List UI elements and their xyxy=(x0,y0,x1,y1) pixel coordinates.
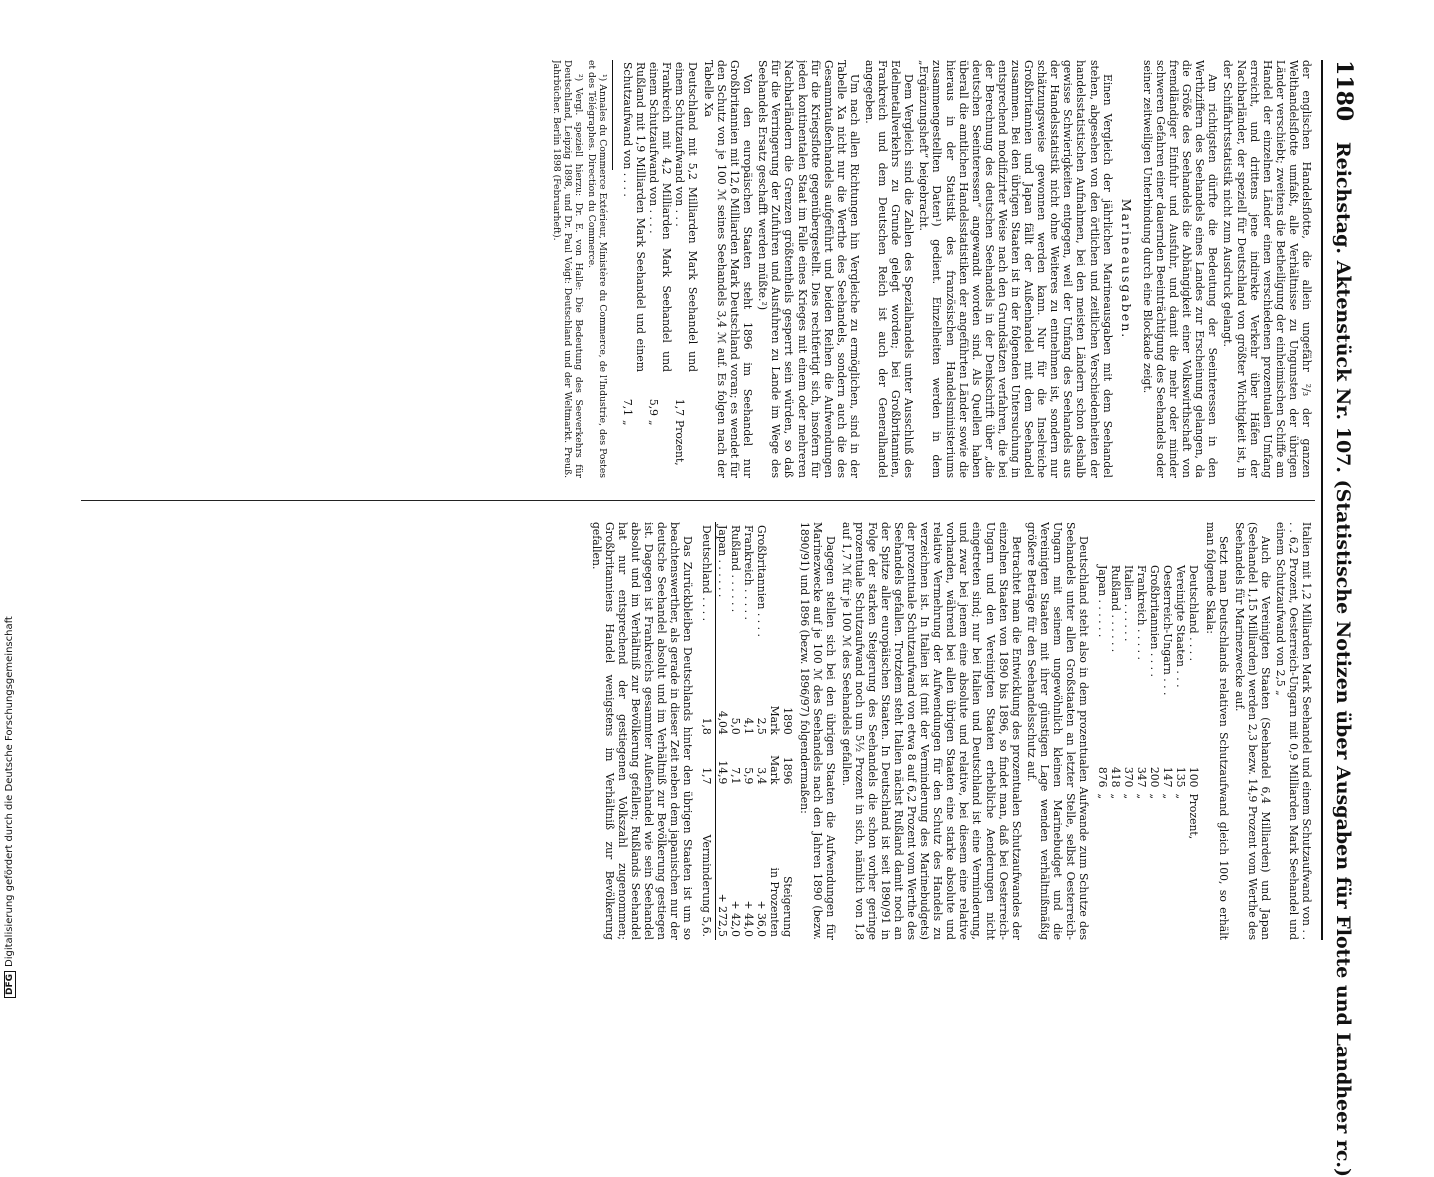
footnote-rule xyxy=(612,60,613,170)
scale-row xyxy=(1148,562,1161,863)
table-header: 1890 xyxy=(781,707,795,735)
scale-unit: „ xyxy=(1161,793,1175,800)
scale-unit: Prozent, xyxy=(1187,793,1201,840)
comparison-table xyxy=(700,522,794,940)
page-number: 1180 xyxy=(1331,60,1357,122)
scale-row xyxy=(1135,562,1148,863)
footnote: ¹) Annales du Commerce Extérieur, Ministère du Commerce, de l'Industrie, des Postes et des Télégraphes. Direction du Commerce. xyxy=(585,60,608,478)
scale-country: Frankreich . . . . . xyxy=(1135,565,1149,660)
share-value: 1,7 xyxy=(672,398,686,416)
table-cell: Verminderung 5,6. xyxy=(700,787,716,940)
scale-row xyxy=(1109,562,1122,863)
paragraph: Setzt man Deutschlands relativen Schutzaufwand gleich 100, so erhält man folgende Skala: xyxy=(1204,522,1231,940)
scale-row xyxy=(1174,562,1187,863)
scale-row xyxy=(1122,562,1135,863)
scale-value: 876 xyxy=(1096,766,1110,788)
scale-country: Rußland . . . . . . xyxy=(1109,565,1123,653)
page-header xyxy=(1327,60,1361,1177)
paragraph: Betrachtet man die Entwicklung des prozentualen Schutzaufwandes der einzelnen Staaten von 1890 bis 1896, so findet man, daß bei Oesterreich-Ungarn und den Vereinigten Staaten erhebliche Aenderungen nicht eingetreten sind; nur bei Italien und Deutschland ist eine Verminderung, und zwar bei jenem eine absolute und relative, bei diesem eine relative vorhanden, während bei allen übrigen Staaten eine starke absolute und relative Vermehrung der Aufwendungen für den Schutz des Handels zu verzeichnen ist. In Italien ist (mit der Verminderung des Marinebudgets) der prozentuale Schutzaufwand von etwa 8 auf 6,2 Prozent vom Werthe des Seehandels gefallen. Trotzdem steht Italien nächst Rußland damit noch an der Spitze aller europäischen Staaten. In Deutschland ist seit 1890/91 in Folge der starken Steigerung des Seehandels die schon vorher geringe prozentuale Schutzaufwand noch um 5½ Prozent in sich, nämlich von 1,8 auf 1,7 ℳ für je 100 ℳ des Seehandels gefallen. xyxy=(839,522,1023,940)
table-subheader xyxy=(768,522,781,688)
table-cell: 2,5 xyxy=(755,717,769,735)
table-row xyxy=(755,522,768,940)
table-cell-country: Rußland . . . . . . xyxy=(729,525,743,613)
paragraph: Auch die Vereinigten Staaten (Seehandel 6,4 Milliarden) und Japan (Seehandel 1,15 Milliarden) werden 2,3 bezw. 14,9 Prozent vom Werthe des Seehandels für Marinezwecke auf. xyxy=(1232,522,1272,940)
share-row xyxy=(647,60,673,478)
paragraph: Am richtigsten dürfte die Bedeutung der Seeinteressen in den Werthziffern des Seehandels eines Landes zur Erscheinung gelangen, da die Größe des Seehandels die Abhängigkeit einer Volkswirthschaft von fremdländiger Einfuhr und Ausfuhr, und damit die mehr oder minder schweren Gefahren einer dauernden Beeinträchtigung des Seehandels oder seiner zeitweiligen Unterbindung durch eine Blockade zeigt. xyxy=(1140,60,1220,478)
scale-value: 200 xyxy=(1148,766,1162,788)
scale-country: Oesterreich-Ungarn . . . xyxy=(1161,565,1175,696)
table-cell: + 42,0 xyxy=(729,900,743,937)
table-cell-country: Frankreich . . . . . xyxy=(742,525,756,620)
scale-row xyxy=(1187,562,1200,863)
paragraph: Deutschland steht also in dem prozentualen Aufwande zum Schutze des Seehandels unter allen Großstaaten an letzter Stelle, selbst Oesterreich-Ungarn mit seinem ungewöhnlich kleinen Marinebudget und die Vereinigten Staaten mit ihrer günstigen Lage wenden verhältnißmäßig größere Beträge für den Seehandelsschutz auf. xyxy=(1024,522,1091,940)
paragraph: Um nach allen Richtungen hin Vergleiche zu ermöglichen, sind in der Tabelle Xa nicht nur die Werthe des Seehandels, sondern auch die des Gesammtaußenhandels aufgeführt und beiden Reihen die Aufwendungen für die Kriegsflotte gegenübergestellt. Dies rechtfertigt sich, insofern für jeden kontinentalen Staat im Falle eines Krieges mit einem oder mehreren Nachbarländern die Grenzen größtentheils gesperrt sein würden, so daß für die Verringerung der Zufuhren und Ausfuhren zu Lande im Wege des Seehandels Ersatz geschafft werden müßte.²) xyxy=(756,60,861,478)
scale-country: Großbritannien . . . . xyxy=(1148,565,1162,677)
share-value: 5,9 xyxy=(646,398,660,416)
scale-country: Deutschland . . . . xyxy=(1187,565,1201,662)
table-header: Steigerung xyxy=(781,876,795,937)
share-row xyxy=(673,60,699,478)
table-header xyxy=(781,522,794,688)
scale-value: 135 xyxy=(1174,766,1188,788)
column-divider xyxy=(81,500,1315,501)
share-unit: Prozent, xyxy=(672,420,686,466)
table-subheader-row xyxy=(768,522,781,940)
scale-table xyxy=(1096,562,1200,863)
dfg-logo: DFG xyxy=(4,971,16,998)
table-cell: + 36,0 xyxy=(755,900,769,937)
table-cell: 4,04 xyxy=(716,710,730,735)
paragraph: Dagegen stellen sich bei den übrigen Staaten die Aufwendungen für Marinezwecke auf je 100 ℳ des Seehandels nach den Jahren 1890 (bezw. 1890/91) und 1896 (bezw. 1896/97) folgendermaßen: xyxy=(798,522,838,940)
table-cell: + 44,0 xyxy=(742,900,756,937)
scale-value: 147 xyxy=(1161,766,1175,788)
table-cell: 5,0 xyxy=(729,717,743,735)
scale-value: 100 xyxy=(1187,766,1201,788)
credit-text: Digitalisierung gefördert durch die Deutsche Forschungsgemeinschaft xyxy=(4,616,15,967)
table-cell: 1,8 xyxy=(700,688,716,738)
scale-unit: „ xyxy=(1148,793,1162,800)
share-text: Frankreich mit 4,2 Milliarden Mark Seehandel und einem Schutzaufwand von . . . . xyxy=(646,62,673,372)
scale-value: 418 xyxy=(1109,766,1123,788)
table-subheader: Mark xyxy=(768,755,782,785)
table-cell-country: Deutschland . . . . xyxy=(700,522,716,688)
paragraph: Italien mit 1,2 Milliarden Mark Seehandel und einem Schutzaufwand von . . . . 6,2 Prozent, Oesterreich-Ungarn mit 0,9 Milliarden Mark Seehandel und einem Schutzaufwand von 2,5 „ xyxy=(1273,522,1313,940)
paragraph: Das Zurückbleiben Deutschlands hinter den übrigen Staaten ist um so beachtenswerther, als gerade in dieser Zeit neben dem japanischen nur der deutsche Seehandel absolut und im Verhältniß zur Bevölkerung gestiegen ist. Dagegen ist Frankreichs gesammter Außenhandel wie sein Seehandel absolut und im Verhältniß zur Bevölkerung gefallen; Rußlands Seehandel hat nur entsprechend der gestiegenen Volkszahl zugenommen; Großbritanniens Handel wenigstens im Verhältniß zur Bevölkerung gefallen. xyxy=(589,522,695,940)
share-unit: „ xyxy=(646,420,660,426)
section-title: Marineausgaben. xyxy=(1118,198,1134,340)
scale-country: Italien . . . . . . xyxy=(1122,565,1136,642)
share-row xyxy=(621,60,647,478)
table-cell: 3,4 xyxy=(755,767,769,785)
table-row-germany xyxy=(700,522,716,940)
scale-country: Japan . . . . . . xyxy=(1096,565,1110,638)
scale-unit: „ xyxy=(1135,793,1149,800)
scale-unit: „ xyxy=(1174,793,1188,800)
header-rule xyxy=(1321,60,1323,940)
scale-unit: „ xyxy=(1122,793,1136,800)
table-row xyxy=(716,522,730,940)
table-cell: + 272,5 xyxy=(716,893,730,937)
scale-value: 370 xyxy=(1122,766,1136,788)
paragraph: Von den europäischen Staaten steht 1896 im Seehandel nur Großbritannien mit 12,6 Milliarden Mark Deutschland voran; es wendet für den Schutz von je 100 ℳ seines Seehandels 3,4 ℳ auf. Es folgen nach der Tabelle Xa xyxy=(701,60,755,478)
paragraph: Dem Vergleich sind die Zahlen des Spezialhandels unter Ausschluß des Edelmetallverkehrs zu Grunde gelegt worden; bei Großbritannien, Frankreich und dem Deutschen Reich ist auch der Generalhandel angegeben. xyxy=(863,60,916,478)
share-unit: „ xyxy=(620,420,634,426)
table-cell: 14,9 xyxy=(716,760,730,785)
table-cell: 7,1 xyxy=(729,767,743,785)
running-title: Reichstag. Aktenstück Nr. 107. (Statistische Notizen über Ausgaben für Flotte und Landheer rc.) xyxy=(1332,141,1354,1177)
table-cell-country: Großbritannien . . . . xyxy=(755,525,769,637)
table-row xyxy=(742,522,755,940)
scale-country: Vereinigte Staaten . . . xyxy=(1174,565,1188,688)
share-text: Rußland mit 1,9 Milliarden Mark Seehandel und einem Schutzaufwand von . . . . xyxy=(620,62,647,372)
table-cell-country: Japan . . . . . . xyxy=(716,525,730,598)
scale-value: 347 xyxy=(1135,766,1149,788)
left-column xyxy=(77,60,1313,478)
digitization-credit xyxy=(4,616,16,998)
paragraph: der englischen Handelsflotte, die allein ungefähr ²/₃ der ganzen Welthandelsflotte umfaßt, alle Verhältnisse zu Ungunsten der übrigen Länder verschiebt; zweitens die Betheiligung der einheimischen Schiffe am Handel der einzelnen Länder einen verschiedenen prozentualen Umfang erreicht, und drittens jene indirekte Verkehr über Häfen der Nachbarländer, der speziell für Deutschland von größter Wichtigkeit ist, in der Schiffahrtsstatistik nicht zum Ausdruck gelangt. xyxy=(1221,60,1313,478)
share-text: Deutschland mit 5,2 Milliarden Mark Seehandel und einem Schutzaufwand von . . . xyxy=(672,62,699,372)
scale-unit: „ xyxy=(1096,793,1110,800)
table-header-row xyxy=(781,522,794,940)
table-cell: 5,9 xyxy=(742,767,756,785)
scale-row xyxy=(1096,562,1109,863)
scale-unit: „ xyxy=(1109,793,1123,800)
footnote: ²) Vergl. speziell hierzu: Dr. E. von Halle: Die Bedeutung des Seeverkehrs für Deutschland, Leipzig 1898, und Dr. Paul Voigt: Deutschland und der Weltmarkt. Preuß. Jahrbücher. Berlin 1898 (Februarheft). xyxy=(550,60,584,478)
paragraph: Einen Vergleich der jährlichen Marineausgaben mit dem Seehandel stehen, abgesehen von den örtlichen und zeitlichen Verschiedenheiten der handelsstatistischen Aufnahmen, bei den meisten Ländern schon deshalb gewisse Schwierigkeiten entgegen, weil der Umfang des Seehandels aus der Handelsstatistik nicht ohne Weiteres zu entnehmen ist, sondern nur schätzungsweise gewonnen werden kann. Nur für die Inselreiche Großbritannien und Japan fällt der Außenhandel mit dem Seehandel zusammen. Bei den übrigen Staaten ist in der folgenden Untersuchung in entsprechend modifizirter Weise nach den Grundsätzen verfahren, die bei der Berechnung des deutschen Seehandels in der Denkschrift über „die deutschen Seeinteressen“ angewandt worden sind. Als Quellen haben überall die amtlichen Handelsstatistiken der angeführten Länder sowie die hieraus in der Statistik des französischen Handelsministeriums zusammengestellten Daten¹) gedient. Einzelheiten werden in dem „Ergänzungsheft“ beigebracht. xyxy=(917,60,1114,478)
share-value: 7,1 xyxy=(620,398,634,416)
right-column xyxy=(77,522,1313,940)
table-subheader: Mark xyxy=(768,705,782,735)
table-cell: 1,7 xyxy=(700,738,716,788)
table-row xyxy=(729,522,742,940)
document-page xyxy=(67,30,1367,1177)
table-cell: 4,1 xyxy=(742,717,756,735)
table-subheader: in Prozenten xyxy=(768,867,782,937)
table-header: 1896 xyxy=(781,756,795,785)
share-list xyxy=(621,60,699,478)
scale-row xyxy=(1161,562,1174,863)
